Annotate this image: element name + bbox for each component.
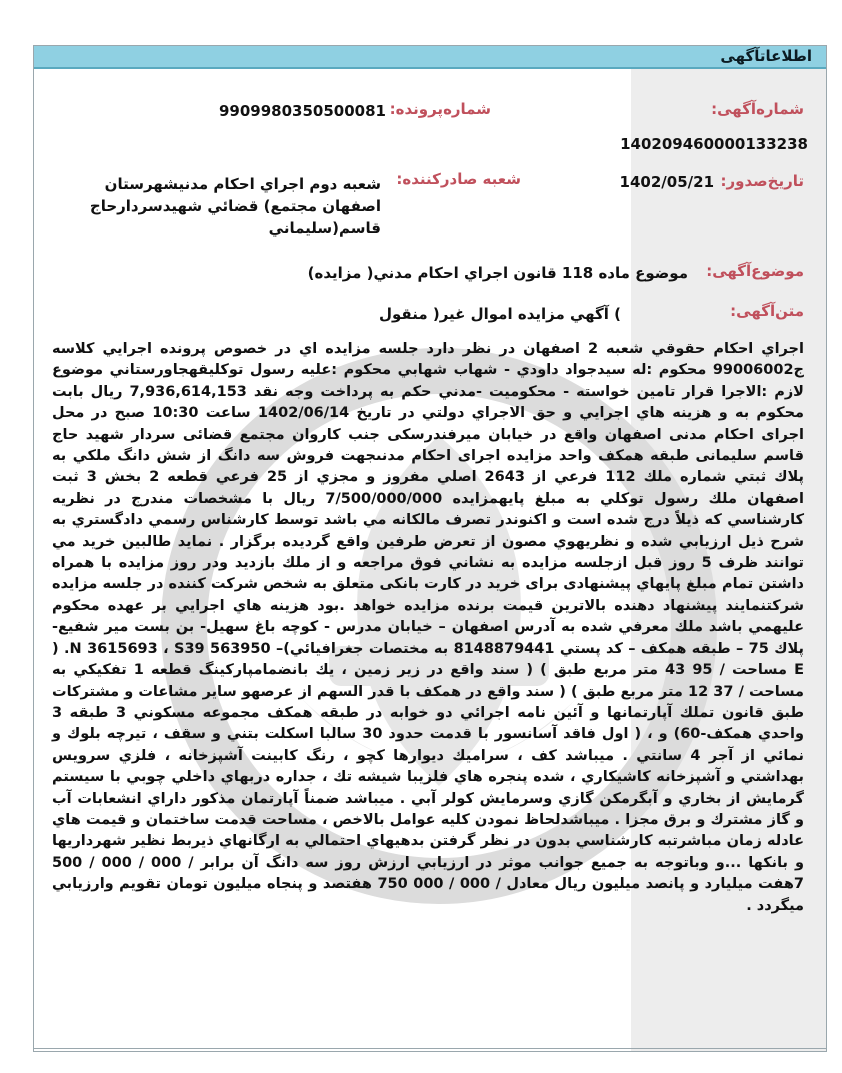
notice-number-label: شماره‌آگهی:: [711, 100, 804, 118]
case-number-label: شماره‌پرونده:: [389, 100, 491, 118]
notice-number-value: 140209460000133238: [620, 135, 808, 153]
issue-date-value: 1402/05/21: [619, 173, 714, 191]
issue-date-label: تاریخ‌صدور:: [720, 172, 804, 190]
panel-title-bar: [34, 46, 826, 69]
notice-panel: [33, 45, 827, 1052]
issuing-branch-label: شعبه صادر‌کننده:: [396, 170, 521, 188]
subject-label: موضوع‌آگهی:: [706, 262, 804, 280]
notice-text-heading: ) آگهي مزايده اموال غير( منقول: [379, 305, 621, 323]
issuing-branch-value: شعبه دوم اجراي احكام مدنيشهرستان اصفهان مجتمع) قضائي شهيدسردارحاج قاسم(سليماني: [89, 175, 381, 237]
notice-body-text: اجراي احكام حقوقي شعبه 2 اصفهان در نظر دارد جلسه مزايده اي در خصوص پرونده اجرايي كلاسه ج99006002 محكوم :له سيدجواد داودي - شهاب شهابي محكوم :عليه رسول توكليقهجاورستاني موضوع لازم :الاجرا قرار تامين خواسته - محكوميت -مدني حكم به پرداخت وجه نقد 7,936,614,153 ريال بابت محكوم به و هزينه هاي اجرايي و حق الاجراي دولتي در تاريخ 1402/06/14 ساعت 10:30 صبح در محل اجراى احكام مدنى اصفهان واقع در خيابان ميرفندرسكى جنب كاروان مجتمع قضائى سردار شهيد حاج قاسم سليمانى طبقه همكف واحد مزايده اجراى احكام مدنىجهت فروش سه دانگ از شش دانگ ملكي به پلاك ثبتي شماره ملك 112 فرعي از 2643 اصلي مفروز و مجزي از 25 فرعي قطعه 2 بخش 3 ثبت اصفهان ملك رسول توكلي به مبلغ پايهمزايده 7/500/000/000 ريال با مشخصات مندرج در نظريه كارشناسي كه ذيلاً درج شده است و اكنوندر تصرف مالكانه مي باشد توسط كارشناس رسمي دادگستري به شرح ذيل ارزيابي شده و نظريهوي مصون از تعرض طرفين واقع گرديده برگزار . نمايد طالبين خريد مي توانند ظرف 5 روز قبل ازجلسه مزايده به نشاني فوق مراجعه و از ملك بازديد ودر روز مزايده با همراه داشتن تمام مبلغ پايهاي پيشنهادى براى خريد در كارت بانكى متعلق به شخص شركت كننده در جلسه مزايده شركتنمايند پيشنهاد دهنده بالاترين قيمت برنده مزايده خواهد .بود هزينه هاي اجرايي بر عهده محكوم عليهمي باشد ملك معرفي شده به آدرس اصفهان – خيابان مدرس - كوچه باغ سهيل- بن بست مير شفيع- پلاك 75 – طبقه همكف – كد پستي 8148879441 به مختصات جغرافيائي)– N 3615693 ، S39 563950. ( E مساحت / 95 43 متر مربع طبق ) ( سند واقع در زير زمين ، يك بانضمامپاركينگ قطعه 1 تفكيكي به مساحت / 37 12 متر مربع طبق ) ( سند واقع در همكف با قدر السهم از عرصهو ساير مشاعات و مشتركات طبق قانون تملك آپارتمانها و آئين نامه اجرائي دو خوابه در طبقه همكف مجموعه مسكوني 3 طبقه 3 واحدي همكف-60) و ، ( اول فاقد آسانسور با قدمت حدود 30 سالبا اسكلت بتني و سقف ، تيرچه بلوك و نمائي از آجر 4 سانتي . ميباشد كف ، سراميك ديوارها كچو ، رنگ كابينت آشپزخانه ، فلزي سرويس بهداشتي و آشپزخانه كاشيكاري ، شده پنجره هاي فلزيبا شيشه تك ، جداره دربهاي داخلي چوبي با سيستم گرمايش از بخاري و آبگرمكن گازي وسرمايش كولر آبي . ميباشد ضمناً آپارتمان مذكور داراي انشعابات آب و گاز مشترك و برق مجزا . ميباشدلحاظ نمودن كليه عوامل بالاخص ، مساحت قدمت ساختمان و قيمت هاي عادله زمان مباشرتبه كارشناسي بدون در نظر گرفتن بدهيهاي احتمالي به ارگانهاي ذيربط نظير شهرداريها و بانكها ...و وباتوجه به جميع جوانب موثر در ارزيابي ارزش روز سه دانگ آن برابر / 000 / 000 / 500 7هفت ميليارد و پانصد ميليون ريال معادل / 000 / 000 750 هفتصد و پنجاه ميليون تومان تقويم وارزيابي ميگردد .: [52, 341, 805, 914]
notice-text-label: متن‌آگهی:: [730, 302, 804, 320]
panel-title: اطلاعاتآگهی: [720, 47, 812, 65]
case-number-value: 9909980350500081: [219, 102, 386, 120]
panel-bottom-border: [34, 1048, 826, 1049]
subject-value: موضوع ماده 118 قانون اجراي احكام مدني( مزايده): [307, 264, 688, 282]
